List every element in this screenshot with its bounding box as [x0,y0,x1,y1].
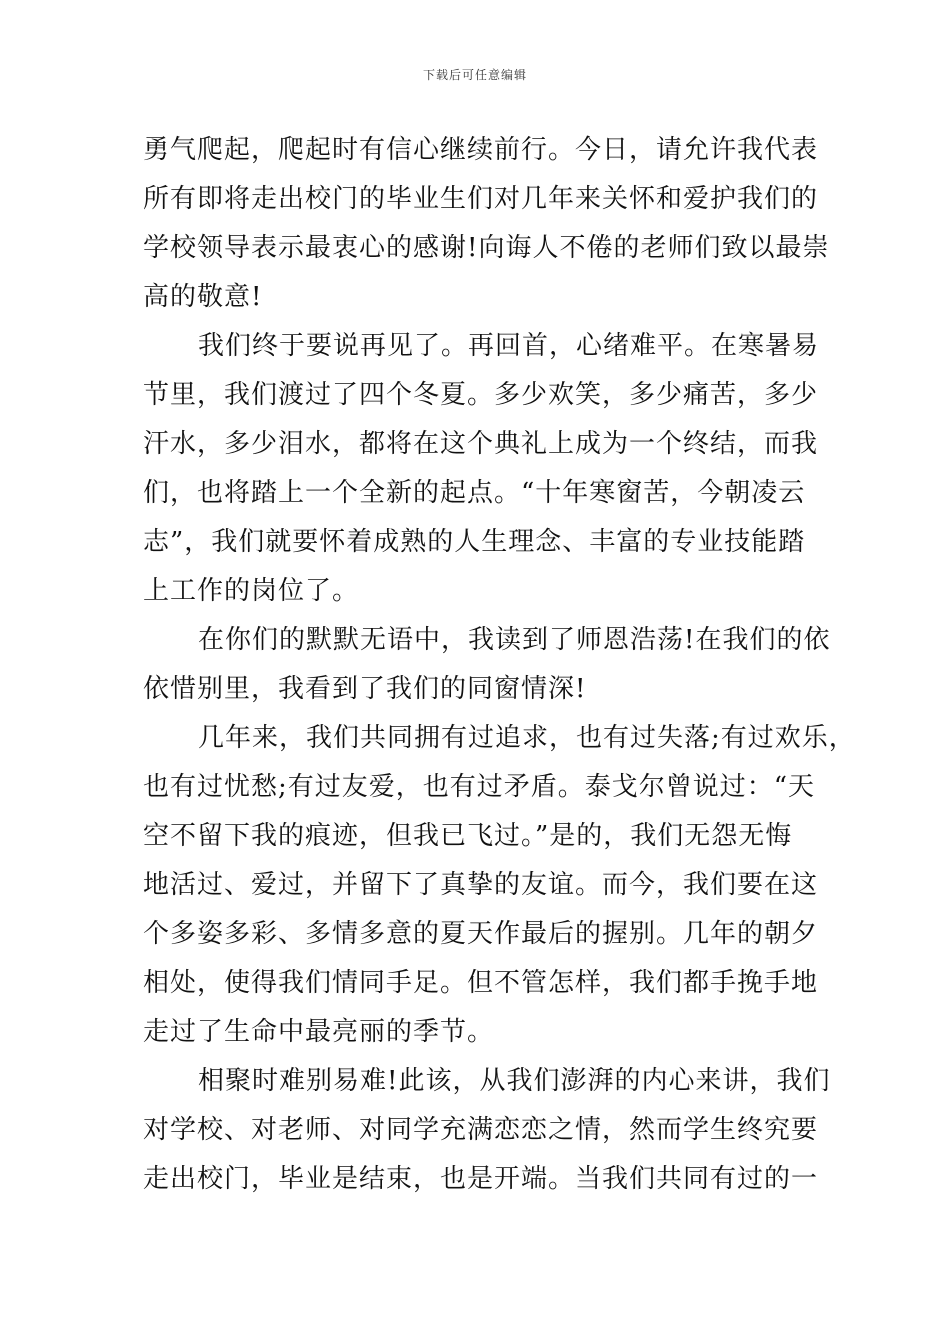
document-body [143,126,856,1204]
paragraph-first-line: 相聚时难别易难!此该，从我们澎湃的内心来讲，我们 [198,1066,831,1096]
text-line: 也有过忧愁;有过友爱，也有过矛盾。泰戈尔曾说过：“天 [143,772,816,802]
text-line: 对学校、对老师、对同学充满恋恋之情，然而学生终究要 [143,1115,819,1145]
text-line: 个多姿多彩、多情多意的夏天作最后的握别。几年的朝夕 [143,919,819,949]
text-line: 志”，我们就要怀着成熟的人生理念、丰富的专业技能踏 [143,527,806,557]
text-line: 走出校门，毕业是结束，也是开端。当我们共同有过的一 [143,1164,819,1194]
paragraph-first-line: 几年来，我们共同拥有过追求，也有过失落;有过欢乐， [198,723,856,753]
text-line: 汗水，多少泪水，都将在这个典礼上成为一个终结，而我 [143,429,819,459]
text-line: 相处，使得我们情同手足。但不管怎样，我们都手挽手地 [143,968,819,998]
text-line: 空不留下我的痕迹，但我已飞过。”是的，我们无怨无悔 [143,821,793,851]
text-line: 高的敬意! [143,282,263,312]
text-line: 学校领导表示最衷心的感谢!向诲人不倦的老师们致以最崇 [143,233,830,263]
text-line: 地活过、爱过，并留下了真挚的友谊。而今，我们要在这 [143,870,819,900]
text-line: 走过了生命中最亮丽的季节。 [143,1017,495,1047]
text-line: 所有即将走出校门的毕业生们对几年来关怀和爱护我们的 [143,184,819,214]
paragraph-first-line: 在你们的默默无语中，我读到了师恩浩荡!在我们的依 [198,625,831,655]
paragraph-first-line: 我们终于要说再见了。再回首，心绪难平。在寒暑易 [198,331,820,361]
text-line: 上工作的岗位了。 [143,576,360,606]
text-line: 依惜别里，我看到了我们的同窗情深! [143,674,587,704]
header-note: 下载后可任意编辑 [422,68,527,82]
text-line: 勇气爬起，爬起时有信心继续前行。今日，请允许我代表 [143,135,819,165]
text-line: 节里，我们渡过了四个冬夏。多少欢笑，多少痛苦，多少 [143,380,819,410]
text-line: 们，也将踏上一个全新的起点。“十年寒窗苦，今朝凌云 [143,478,806,508]
